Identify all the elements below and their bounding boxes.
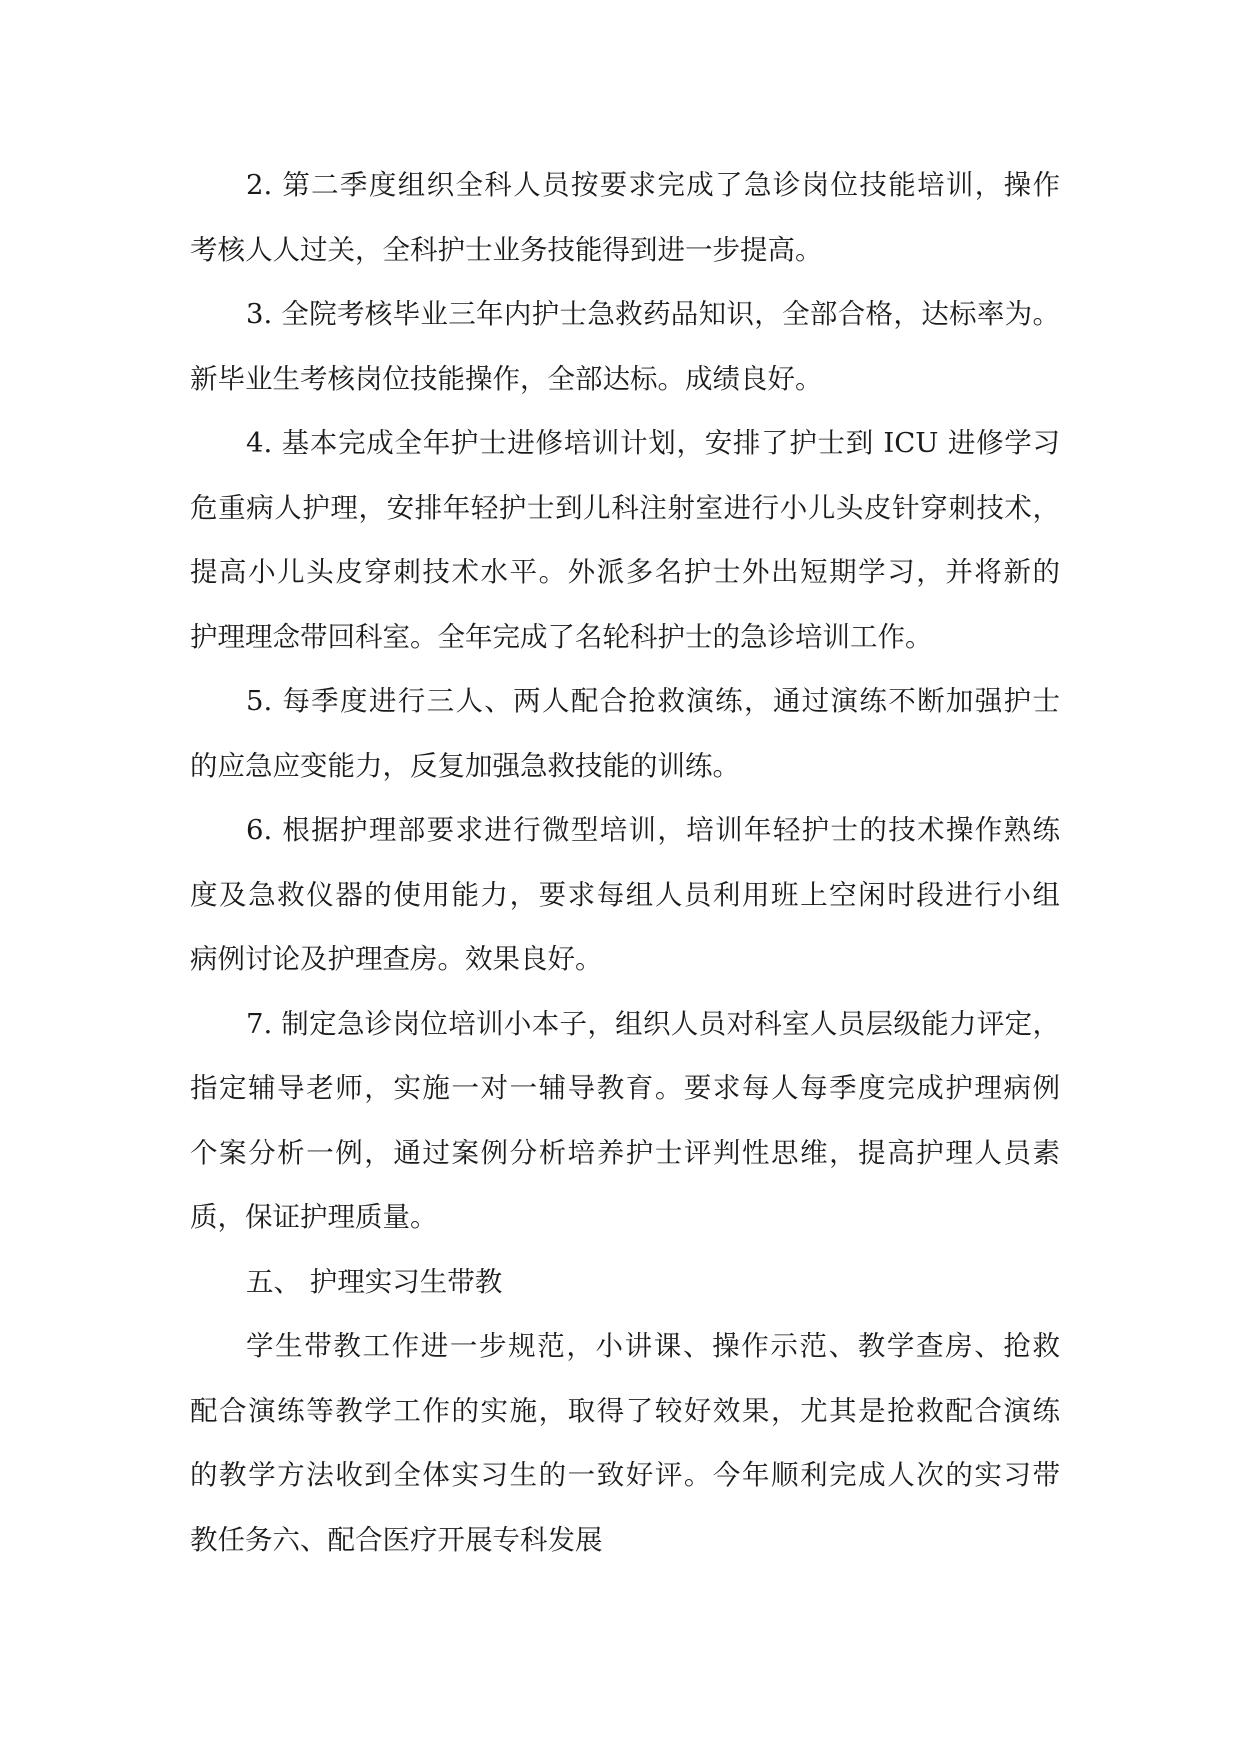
text-line: 提高小儿头皮穿刺技术水平。外派多名护士外出短期学习，并将新的 xyxy=(190,556,1060,588)
text-line: 5. 每季度进行三人、两人配合抢救演练，通过演练不断加强护士 xyxy=(246,685,1060,717)
text-line: 护理理念带回科室。全年完成了名轮科护士的急诊培训工作。 xyxy=(190,620,933,653)
text-line: 病例讨论及护理查房。效果良好。 xyxy=(190,943,603,975)
text-line: 3. 全院考核毕业三年内护士急救药品知识，全部合格，达标率为。 xyxy=(246,298,1060,330)
text-line: 2. 第二季度组织全科人员按要求完成了急诊岗位技能培训，操作 xyxy=(246,169,1060,201)
text-line: 新毕业生考核岗位技能操作，全部达标。成绩良好。 xyxy=(190,362,823,395)
section-heading: 五、 护理实习生带教 xyxy=(246,1265,503,1298)
text-line: 6. 根据护理部要求进行微型培训，培训年轻护士的技术操作熟练 xyxy=(246,814,1060,846)
text-line: 配合演练等教学工作的实施，取得了较好效果，尤其是抢救配合演练 xyxy=(190,1394,1060,1427)
text-line: 指定辅导老师，实施一对一辅导教育。要求每人每季度完成护理病例 xyxy=(190,1072,1060,1104)
text-line: 危重病人护理，安排年轻护士到儿科注射室进行小儿头皮针穿刺技术， xyxy=(190,491,1060,524)
text-line: 质，保证护理质量。 xyxy=(190,1201,438,1233)
text-line: 7. 制定急诊岗位培训小本子，组织人员对科室人员层级能力评定， xyxy=(246,1007,1060,1040)
text-line: 的应急应变能力，反复加强急救技能的训练。 xyxy=(190,749,740,782)
text-line: 的教学方法收到全体实习生的一致好评。今年顺利完成人次的实习带 xyxy=(190,1459,1060,1491)
text-line: 考核人人过关，全科护士业务技能得到进一步提高。 xyxy=(190,233,823,266)
document-body xyxy=(190,153,1060,1572)
text-line: 4. 基本完成全年护士进修培训计划，安排了护士到 ICU 进修学习 xyxy=(246,427,1060,459)
text-line: 教任务六、配合医疗开展专科发展 xyxy=(190,1523,603,1556)
text-line: 学生带教工作进一步规范，小讲课、操作示范、教学查房、抢救 xyxy=(246,1330,1060,1362)
text-line: 度及急救仪器的使用能力，要求每组人员利用班上空闲时段进行小组 xyxy=(190,878,1060,911)
text-line: 个案分析一例，通过案例分析培养护士评判性思维，提高护理人员素 xyxy=(190,1136,1060,1169)
